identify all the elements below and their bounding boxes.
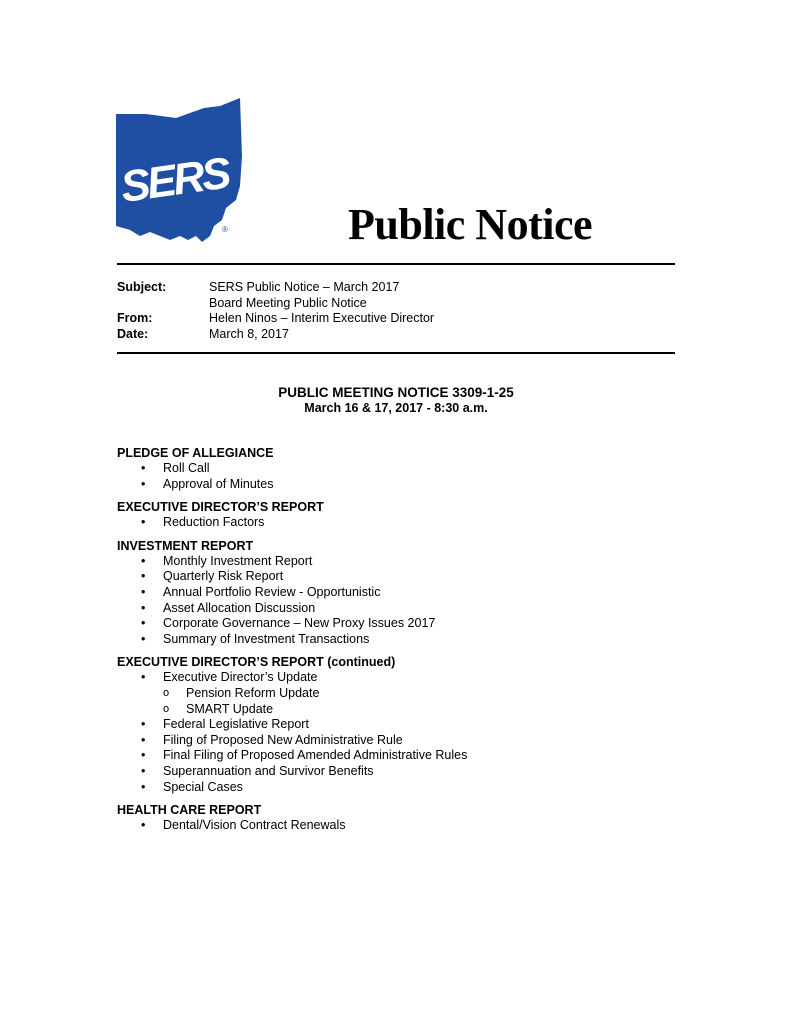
header-top-rule [117,263,675,265]
sub-list-item: o Pension Reform Update [117,686,677,702]
list-item: • Dental/Vision Contract Renewals [117,818,677,834]
agenda-section-investment [117,538,677,648]
section-title: INVESTMENT REPORT [117,538,254,553]
list-item: • Monthly Investment Report [117,554,677,570]
agenda [117,445,677,841]
list-item: • Reduction Factors [117,515,677,531]
list-item: • Final Filing of Proposed Amended Administrative Rules [117,748,677,764]
section-title: EXECUTIVE DIRECTOR’S REPORT (continued) [117,655,396,670]
date-label: Date: [117,326,149,341]
from-label: From: [117,311,153,325]
subject-label: Subject: [117,280,167,294]
page-title: Public Notice [348,200,593,249]
list-item: • Approval of Minutes [117,477,677,493]
meeting-heading: PUBLIC MEETING NOTICE 3309-1-25 [278,385,514,400]
list-item: • Special Cases [117,780,677,796]
section-title: HEALTH CARE REPORT [117,803,262,818]
date-value: March 8, 2017 [209,326,289,341]
agenda-section-health-care [117,802,677,834]
subject-line-2: Board Meeting Public Notice [209,295,367,310]
list-item: • Roll Call [117,461,677,477]
from-value: Helen Ninos – Interim Executive Director [209,311,435,325]
header-bottom-rule [117,352,675,354]
meeting-heading-block [117,384,675,416]
list-item: • Filing of Proposed New Administrative Rule [117,733,677,749]
list-item: • Superannuation and Survivor Benefits [117,764,677,780]
agenda-section-executive-director [117,499,677,531]
ohio-map-logo-icon [116,96,244,242]
list-item: • Asset Allocation Discussion [117,601,677,617]
list-item: • Summary of Investment Transactions [117,632,677,648]
memo-header [117,280,434,342]
list-item: • Corporate Governance – New Proxy Issues 2017 [117,616,677,632]
list-item: • Federal Legislative Report [117,717,677,733]
meeting-datetime: March 16 & 17, 2017 - 8:30 a.m. [304,401,488,415]
sub-list-item: o SMART Update [117,702,677,718]
section-title: EXECUTIVE DIRECTOR’S REPORT [117,500,324,515]
section-title: PLEDGE OF ALLEGIANCE [117,446,274,460]
agenda-section-pledge [117,445,677,492]
agenda-section-executive-director-continued [117,654,677,795]
subject-line-1: SERS Public Notice – March 2017 [209,280,400,294]
svg-text:®: ® [222,225,228,234]
sers-logo [116,96,244,242]
list-item: • Quarterly Risk Report [117,569,677,585]
list-item: • Annual Portfolio Review - Opportunistic [117,585,677,601]
svg-text:SERS: SERS [117,148,232,213]
list-item: • Executive Director’s Update [117,670,677,686]
